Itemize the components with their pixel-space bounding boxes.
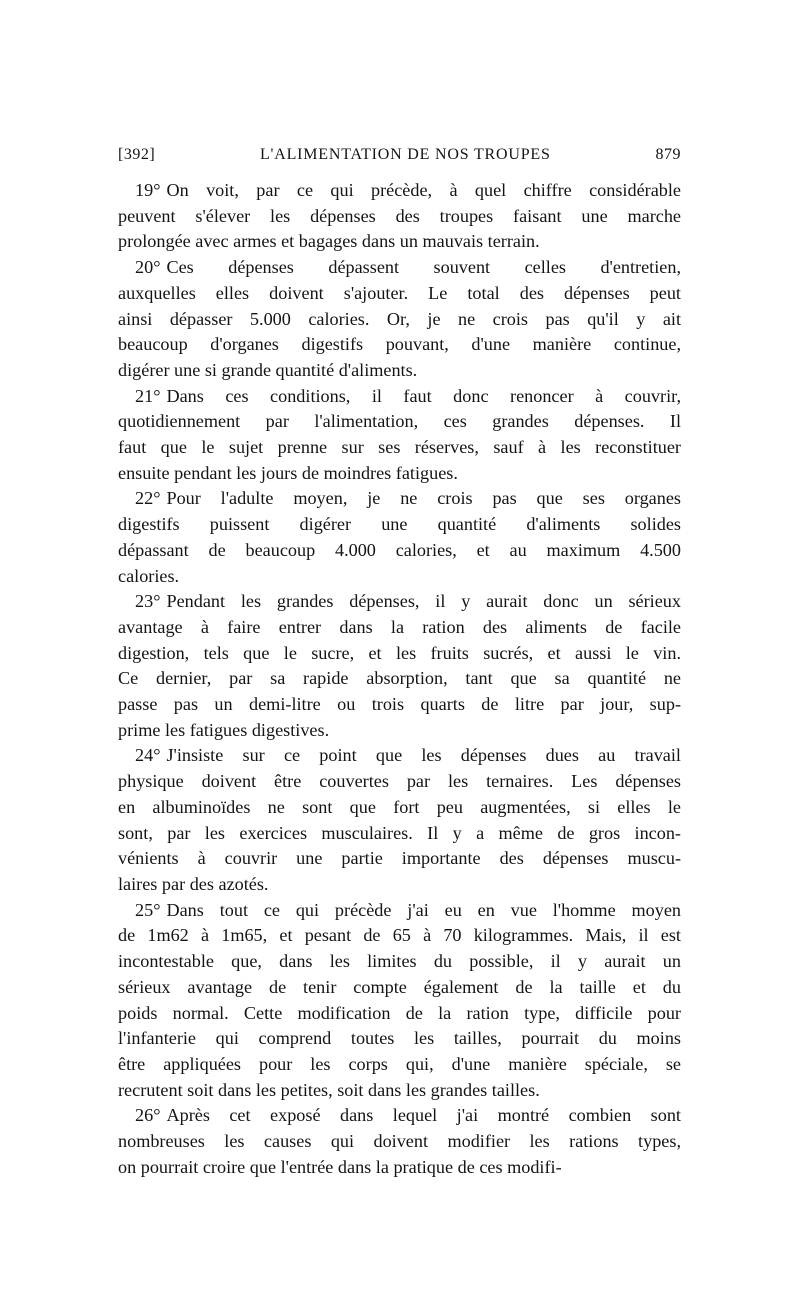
text-line — [118, 538, 681, 564]
paragraph — [118, 1103, 681, 1180]
paragraph — [118, 743, 681, 897]
text-line — [118, 461, 681, 487]
line-text: prime les fatigues digestives. — [118, 719, 330, 740]
page-reference: [392] — [118, 146, 156, 163]
text-line — [118, 821, 681, 847]
text-line — [118, 564, 681, 590]
line-text: digestion, tels que le sucre, et les fruits sucrés, et aussi le vin. — [118, 642, 681, 663]
text-line — [118, 281, 681, 307]
text-line — [118, 409, 681, 435]
running-header — [118, 146, 681, 170]
line-text: digestifs puissent digérer une quantité d'aliments solides — [118, 514, 681, 535]
text-line — [118, 692, 681, 718]
text-line — [118, 615, 681, 641]
text-line — [118, 898, 681, 924]
line-text: digérer une si grande quantité d'aliments. — [118, 359, 418, 380]
text-line — [118, 486, 681, 512]
line-text: passe pas un demi-litre ou trois quarts de litre par jour, sup- — [118, 694, 681, 715]
paragraph-number: 24° — [135, 745, 161, 766]
running-title: L'ALIMENTATION DE NOS TROUPES — [259, 146, 551, 163]
line-text: sont, par les exercices musculaires. Il y a même de gros incon- — [118, 822, 681, 843]
line-text: vénients à couvrir une partie importante des dépenses muscu- — [118, 848, 681, 869]
text-line — [118, 1026, 681, 1052]
line-text: Ce dernier, par sa rapide absorption, tant que sa quantité ne — [118, 668, 681, 689]
text-line — [118, 743, 681, 769]
paragraph-number: 22° — [135, 488, 161, 509]
text-line — [118, 1103, 681, 1129]
line-text: on pourrait croire que l'entrée dans la pratique de ces modifi- — [118, 1156, 562, 1177]
line-text: Après cet exposé dans lequel j'ai montré combien sont — [166, 1105, 681, 1126]
page-number: 879 — [655, 146, 681, 163]
line-text: On voit, par ce qui précède, à quel chiffre considérable — [166, 180, 681, 200]
page — [118, 146, 681, 1180]
line-text: physique doivent être couvertes par les ternaires. Les dépenses — [118, 771, 681, 792]
paragraph — [118, 589, 681, 743]
line-text: de 1m62 à 1m65, et pesant de 65 à 70 kilogrammes. Mais, il est — [118, 925, 681, 946]
text-line — [118, 332, 681, 358]
text-line — [118, 204, 681, 230]
line-text: prolongée avec armes et bagages dans un mauvais terrain. — [118, 231, 540, 252]
paragraph — [118, 255, 681, 384]
line-text: recrutent soit dans les petites, soit dans les grandes tailles. — [118, 1079, 540, 1100]
text-line — [118, 923, 681, 949]
text-line — [118, 358, 681, 384]
text-line — [118, 178, 681, 204]
line-text: ainsi dépasser 5.000 calories. Or, je ne crois pas qu'il y ait — [118, 308, 681, 329]
text-line — [118, 1129, 681, 1155]
text-line — [118, 846, 681, 872]
paragraph-number: 23° — [135, 591, 161, 612]
paragraph-number: 25° — [135, 899, 161, 920]
paragraph-number: 19° — [135, 180, 161, 200]
text-line — [118, 307, 681, 333]
paragraph — [118, 486, 681, 589]
line-text: laires par des azotés. — [118, 873, 269, 894]
paragraph — [118, 384, 681, 487]
body-text — [118, 178, 681, 1180]
paragraph-number: 26° — [135, 1105, 161, 1126]
line-text: peuvent s'élever les dépenses des troupes faisant une marche — [118, 205, 681, 226]
line-text: Pendant les grandes dépenses, il y aurait donc un sérieux — [166, 591, 681, 612]
paragraph-number: 21° — [135, 385, 161, 406]
text-line — [118, 795, 681, 821]
line-text: dépassant de beaucoup 4.000 calories, et au maximum 4.500 — [118, 539, 681, 560]
line-text: sérieux avantage de tenir compte également de la taille et du — [118, 976, 681, 997]
line-text: calories. — [118, 565, 180, 586]
text-line — [118, 512, 681, 538]
text-line — [118, 666, 681, 692]
line-text: Dans ces conditions, il faut donc renoncer à couvrir, — [166, 385, 681, 406]
line-text: incontestable que, dans les limites du possible, il y aurait un — [118, 951, 681, 972]
text-line — [118, 1155, 681, 1181]
paragraph — [118, 898, 681, 1104]
paragraph-number: 20° — [135, 257, 161, 278]
line-text: Ces dépenses dépassent souvent celles d'entretien, — [166, 257, 681, 278]
text-line — [118, 1052, 681, 1078]
line-text: Dans tout ce qui précède j'ai eu en vue l'homme moyen — [166, 899, 681, 920]
text-line — [118, 975, 681, 1001]
line-text: beaucoup d'organes digestifs pouvant, d'une manière continue, — [118, 334, 681, 355]
line-text: auxquelles elles doivent s'ajouter. Le total des dépenses peut — [118, 282, 681, 303]
line-text: ensuite pendant les jours de moindres fatigues. — [118, 462, 458, 483]
text-line — [118, 641, 681, 667]
line-text: être appliquées pour les corps qui, d'une manière spéciale, se — [118, 1053, 681, 1074]
line-text: J'insiste sur ce point que les dépenses dues au travail — [166, 745, 681, 766]
line-text: l'infanterie qui comprend toutes les tailles, pourrait du moins — [118, 1028, 681, 1049]
text-line — [118, 769, 681, 795]
text-line — [118, 949, 681, 975]
line-text: Pour l'adulte moyen, je ne crois pas que ses organes — [166, 488, 681, 509]
text-line — [118, 718, 681, 744]
text-line — [118, 1001, 681, 1027]
text-line — [118, 1078, 681, 1104]
text-line — [118, 384, 681, 410]
line-text: poids normal. Cette modification de la ration type, difficile pour — [118, 1002, 681, 1023]
paragraph — [118, 178, 681, 255]
text-line — [118, 872, 681, 898]
line-text: en albuminoïdes ne sont que fort peu augmentées, si elles le — [118, 796, 681, 817]
text-line — [118, 589, 681, 615]
text-line — [118, 435, 681, 461]
line-text: avantage à faire entrer dans la ration des aliments de facile — [118, 616, 681, 637]
line-text: faut que le sujet prenne sur ses réserves, sauf à les reconstituer — [118, 437, 681, 458]
line-text: nombreuses les causes qui doivent modifier les rations types, — [118, 1131, 681, 1152]
line-text: quotidiennement par l'alimentation, ces grandes dépenses. Il — [118, 411, 681, 432]
text-line — [118, 229, 681, 255]
text-line — [118, 255, 681, 281]
